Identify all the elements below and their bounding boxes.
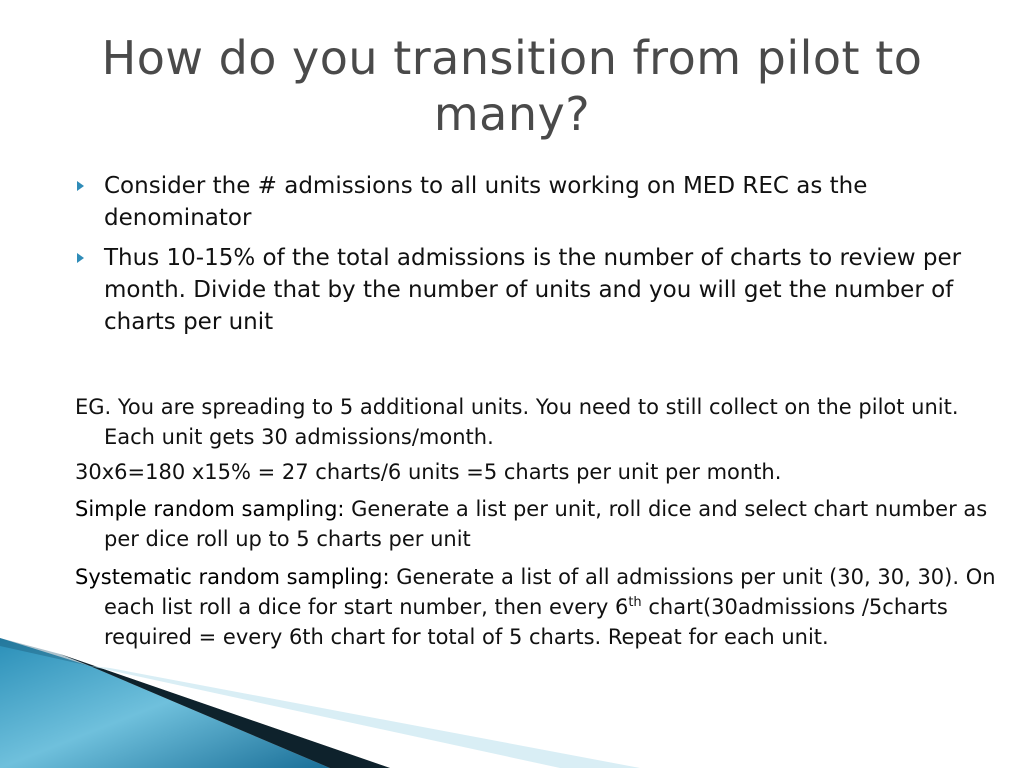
bullet-item	[75, 242, 975, 338]
bullet-text: Thus 10-15% of the total admissions is the number of charts to review per month. Divide that by the number of units and you will get the number of charts per unit	[104, 245, 962, 335]
calculation-paragraph: 30x6=180 x15% = 27 charts/6 units =5 charts per unit per month.	[75, 460, 782, 484]
systematic-sampling-text: Generate a list of all admissions per unit (30, 30, 30). On each list roll a dice for start number, then every 6	[104, 565, 996, 619]
simple-sampling-label: Simple random sampling:	[75, 497, 345, 521]
simple-sampling-text: Generate a list per unit, roll dice and select chart number as per dice roll up to 5 charts per unit	[104, 497, 988, 551]
decorative-wave-graphic	[0, 638, 640, 768]
triangle-bullet-icon	[77, 253, 84, 263]
bullet-text: Consider the # admissions to all units working on MED REC as the denominator	[104, 173, 868, 231]
bullet-item	[75, 170, 975, 234]
slide-title: How do you transition from pilot to many?	[101, 31, 923, 141]
systematic-sampling-text-end: chart(30admissions /5charts required = every 6th chart for total of 5 charts. Repeat for each unit.	[104, 595, 948, 649]
example-paragraph: EG. You are spreading to 5 additional units. You need to still collect on the pilot unit. Each unit gets 30 admissions/month.	[75, 395, 959, 449]
systematic-sampling-label: Systematic random sampling:	[75, 565, 390, 589]
ordinal-superscript: th	[628, 595, 642, 610]
triangle-bullet-icon	[77, 181, 84, 191]
bullet-list	[75, 170, 975, 346]
simple-sampling-paragraph	[75, 494, 1004, 554]
